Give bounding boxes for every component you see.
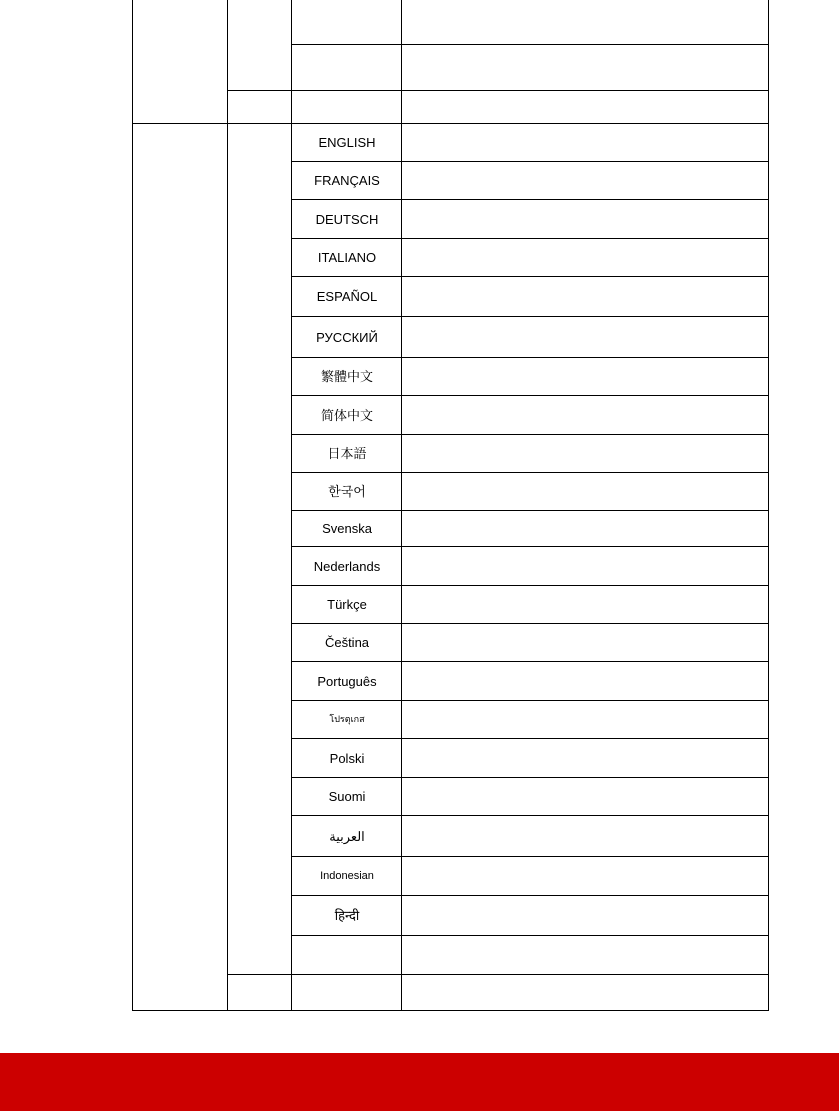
language-option-simplified-chinese: 简体中文 — [320, 407, 373, 423]
language-option-hindi: हिन्दी — [334, 908, 360, 923]
row-divider — [227, 90, 769, 91]
language-option-czech: Čeština — [324, 635, 370, 650]
language-option-traditional-chinese: 繁體中文 — [320, 369, 373, 384]
table-column-divider — [227, 0, 228, 1011]
language-option-portuguese: Português — [317, 673, 377, 689]
language-option-arabic: العربية — [329, 828, 365, 844]
table-border-right — [768, 0, 769, 1011]
footer-bar — [0, 1053, 839, 1111]
language-option-turkish: Türkçe — [327, 597, 367, 612]
language-option-english: ENGLISH — [318, 135, 376, 150]
language-option-german: DEUTSCH — [315, 211, 379, 227]
row-divider — [291, 44, 769, 45]
language-option-swedish: Svenska — [322, 521, 372, 536]
language-option-polish: Polski — [329, 750, 365, 766]
language-option-italian: ITALIANO — [317, 250, 377, 265]
language-option-dutch: Nederlands — [313, 558, 381, 574]
language-option-indonesian: Indonesian — [320, 869, 374, 882]
language-option-russian: РУССКИЙ — [316, 329, 378, 345]
language-option-spanish: ESPAÑOL — [316, 289, 378, 304]
language-option-korean: 한국어 — [328, 484, 366, 499]
language-option-french: FRANÇAIS — [314, 173, 380, 188]
language-option-japanese: 日本語 — [327, 446, 367, 461]
language-option-thai: โปรตุเกส — [329, 714, 365, 724]
table-border-left — [132, 0, 133, 1011]
section-divider — [132, 123, 769, 124]
row-divider — [291, 935, 769, 936]
table-border-bottom — [132, 1010, 769, 1011]
row-divider — [227, 974, 769, 975]
language-option-finnish: Suomi — [328, 789, 366, 804]
